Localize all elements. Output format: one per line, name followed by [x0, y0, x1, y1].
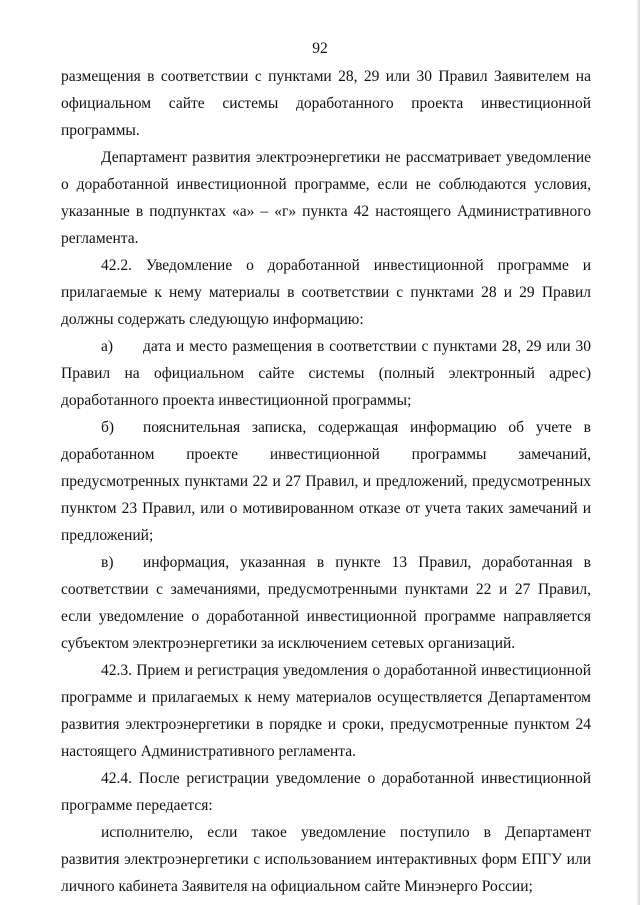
list-marker-v: в) — [101, 554, 114, 571]
paragraph-42-4: 42.4. После регистрации уведомление о доработанной инвестиционной программе передается: — [61, 770, 591, 814]
list-marker-a: а) — [101, 338, 114, 355]
paragraph-continuation: размещения в соответствии с пунктами 28, 29 или 30 Правил Заявителем на официальном сайте системы доработанного проекта инвестиционной программы. — [61, 68, 591, 139]
paragraph-department-note: Департамент развития электроэнергетики не рассматривает уведомление о доработанной инвестиционной программе, если не соблюдаются условия, указанные в подпунктах «а» – «г» пункта 42 настоящего Административного регламента. — [61, 149, 591, 247]
list-item-v — [61, 549, 591, 657]
paragraph-42-2: 42.2. Уведомление о доработанной инвестиционной программе и прилагаемые к нему материалы в соответствии с пунктами 28 и 29 Правил должны содержать следующую информацию: — [61, 257, 591, 328]
list-text-v: информация, указанная в пункте 13 Правил, доработанная в соответствии с замечаниями, предусмотренными пунктами 22 и 27 Правил, если уведомление о доработанной инвестиционной программе направляется субъектом электроэнергетики за исключением сетевых организаций. — [61, 554, 591, 652]
list-item-a — [61, 333, 591, 414]
page-number: 92 — [312, 40, 328, 57]
paragraph-42-3: 42.3. Прием и регистрация уведомления о доработанной инвестиционной программе и прилагаемых к нему материалов осуществляется Департаментом развития электроэнергетики в порядке и сроки, предусмотренные пунктом 24 настоящего Административного регламента. — [61, 662, 591, 760]
paragraph-executor: исполнителю, если такое уведомление поступило в Департамент развития электроэнергетики с использованием интерактивных форм ЕПГУ или личного кабинета Заявителя на официальном сайте Минэнерго России; — [61, 824, 591, 895]
list-item-b — [61, 414, 591, 549]
list-marker-b: б) — [101, 419, 115, 436]
list-text-b: пояснительная записка, содержащая информацию об учете в доработанном проекте инвестиционной программы замечаний, предусмотренных пунктами 22 и 27 Правил, и предложений, предусмотренных пунктом 23 Правил, или о мотивированном отказе от учета таких замечаний и предложений; — [61, 419, 591, 544]
list-text-a: дата и место размещения в соответствии с пунктами 28, 29 или 30 Правил на официальном сайте системы (полный электронный адрес) доработанного проекта инвестиционной программы; — [61, 338, 591, 409]
document-body — [61, 63, 591, 900]
